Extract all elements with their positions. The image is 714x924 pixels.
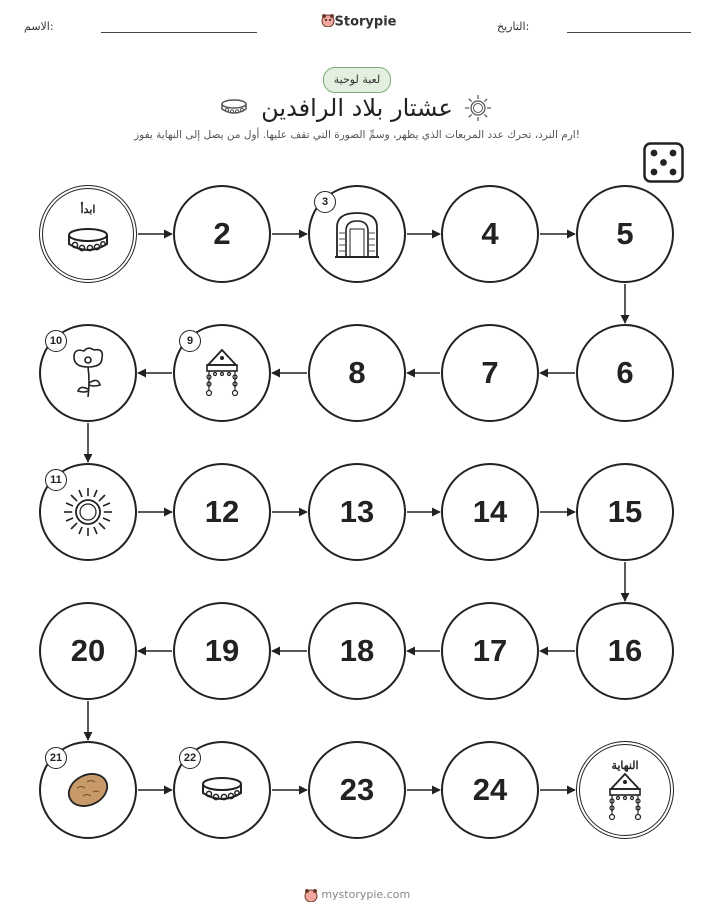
square-number: 23 <box>339 772 375 807</box>
board-square <box>39 741 137 839</box>
instructions: ارم النرد، تحرك عدد المربعات الذي يظهر، وسمِّ الصورة التي تقف عليها. أول من يصل إلى النهاية يفوز! <box>134 129 580 141</box>
square-number: 14 <box>472 494 508 529</box>
square-number: 12 <box>204 494 240 529</box>
storypie-logo-icon <box>304 888 318 902</box>
start-square <box>39 185 137 283</box>
board-square <box>441 741 539 839</box>
board-square <box>39 463 137 561</box>
square-number: 6 <box>616 355 634 390</box>
square-number: 13 <box>339 494 375 529</box>
square-number: 24 <box>472 772 508 807</box>
board-square <box>173 185 271 283</box>
start-label: ابدأ <box>80 204 96 216</box>
square-number: 15 <box>607 494 643 529</box>
bracelet-icon <box>198 773 246 807</box>
ishtar-gate-icon <box>331 209 383 259</box>
board-square <box>576 185 674 283</box>
finish-square <box>576 741 674 839</box>
board-square <box>441 602 539 700</box>
brand-name: Storypie <box>334 14 397 30</box>
square-number: 5 <box>616 216 634 251</box>
board-square <box>441 463 539 561</box>
page-title-text: عشتار بلاد الرافدين <box>261 94 453 122</box>
sun-icon <box>61 485 115 539</box>
board-square <box>173 324 271 422</box>
square-number-badge: 11 <box>45 469 67 491</box>
board-square <box>576 324 674 422</box>
board-square <box>39 602 137 700</box>
square-number: 16 <box>607 633 643 668</box>
footer <box>0 888 714 902</box>
square-number: 8 <box>348 355 366 390</box>
board-square <box>576 463 674 561</box>
date-label: التاريخ: <box>497 20 530 33</box>
square-number-badge: 22 <box>179 747 201 769</box>
board-square <box>308 741 406 839</box>
board-square <box>308 324 406 422</box>
finish-label: النهاية <box>611 760 639 772</box>
square-number-badge: 21 <box>45 747 67 769</box>
board-square <box>173 463 271 561</box>
square-number: 19 <box>204 633 240 668</box>
square-number: 2 <box>213 216 231 251</box>
board-square <box>39 324 137 422</box>
game-type-tag: لعبة لوحية <box>323 67 391 93</box>
square-number: 4 <box>481 216 499 251</box>
square-number-badge: 9 <box>179 330 201 352</box>
board-square <box>173 741 271 839</box>
square-number-badge: 10 <box>45 330 67 352</box>
board-square <box>308 185 406 283</box>
square-number: 20 <box>70 633 106 668</box>
name-label: الاسم: <box>24 20 54 33</box>
bracelet-icon <box>64 224 112 258</box>
board-square <box>173 602 271 700</box>
headdress-icon <box>201 347 243 399</box>
square-number: 17 <box>472 633 508 668</box>
date-fruit-icon <box>65 770 111 810</box>
square-number-badge: 3 <box>314 191 336 213</box>
poppy-flower-icon <box>66 345 110 401</box>
headdress-icon <box>604 771 646 823</box>
board-square <box>308 463 406 561</box>
board-square <box>576 602 674 700</box>
board-square <box>308 602 406 700</box>
square-number: 7 <box>481 355 499 390</box>
board-square <box>441 185 539 283</box>
board-square <box>441 324 539 422</box>
footer-url: mystorypie.com <box>321 888 411 901</box>
square-number: 18 <box>339 633 375 668</box>
